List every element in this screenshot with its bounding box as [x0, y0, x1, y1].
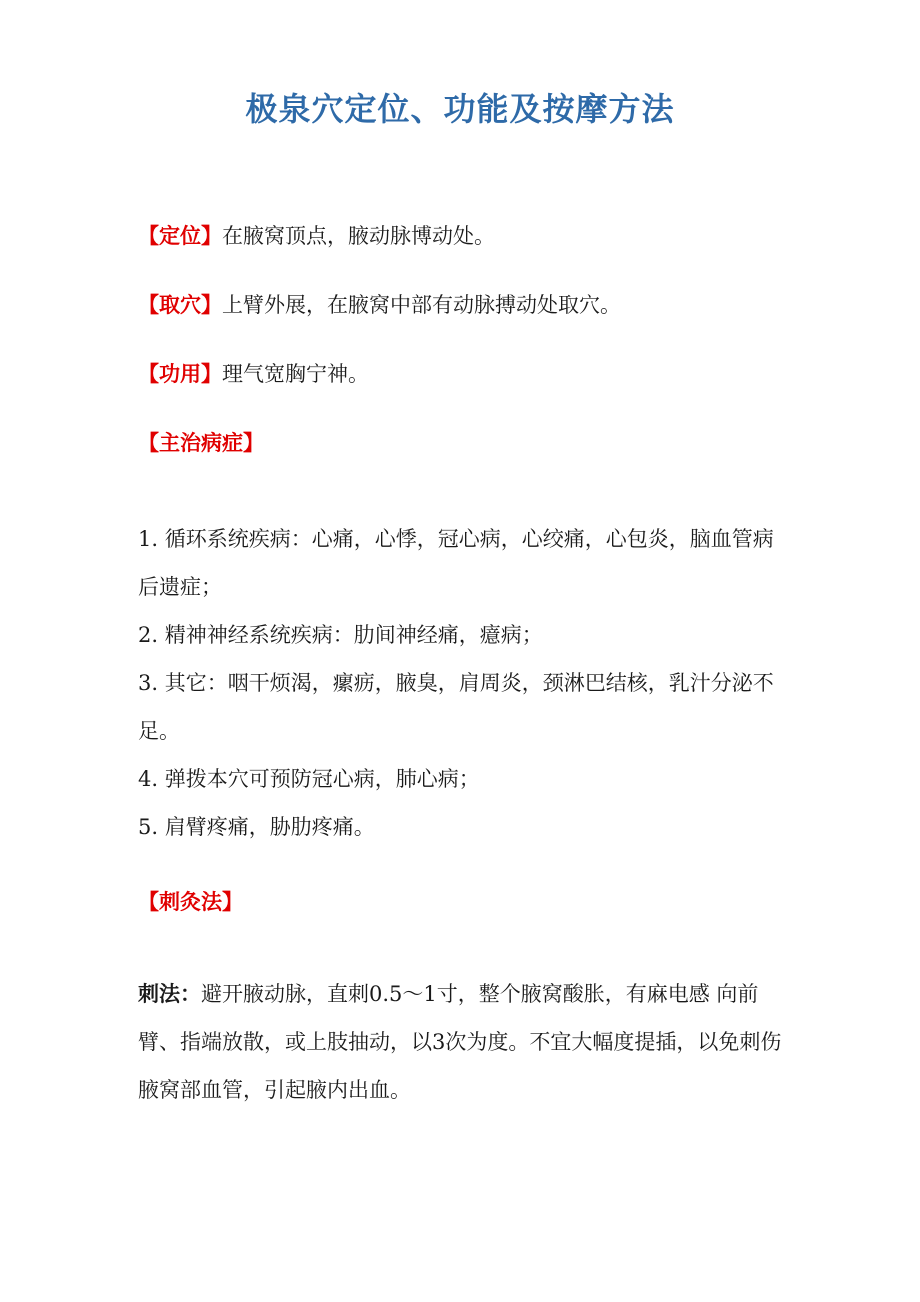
document-title: 极泉穴定位、功能及按摩方法: [245, 90, 675, 128]
list-item: 2. 精神神经系统疾病：肋间神经痛，癔病；: [138, 623, 543, 647]
indications-heading: 【主治病症】: [138, 430, 264, 455]
method-label: 刺法：: [138, 981, 201, 1006]
location-text: 在腋窝顶点，腋动脉博动处。: [222, 224, 495, 248]
function-line: [138, 358, 798, 388]
list-item: 1. 循环系统疾病：心痛，心悸，冠心病，心绞痛，心包炎，脑血管病后遗症；: [138, 527, 774, 599]
list-item: 4. 弹拨本穴可预防冠心病，肺心病；: [138, 767, 480, 791]
list-item: 3. 其它：咽干烦渴，瘰疬，腋臭，肩周炎，颈淋巴结核，乳汁分泌不足。: [138, 671, 774, 743]
method-paragraph: [138, 970, 788, 1114]
method-text: 避开腋动脉，直刺0.5～1寸，整个腋窝酸胀，有麻电感 向前臂、指端放散，或上肢抽动，以3次为度。不宜大幅度提插，以免刺伤腋窝部血管，引起腋内出血。: [138, 982, 782, 1102]
method-heading: 【刺灸法】: [138, 889, 243, 914]
indications-list: [138, 515, 788, 851]
acupoint-line: [138, 289, 798, 319]
function-text: 理气宽胸宁神。: [222, 362, 369, 386]
function-tag: 【功用】: [138, 361, 222, 386]
location-line: [138, 220, 798, 250]
acupoint-tag: 【取穴】: [138, 292, 222, 317]
acupoint-text: 上臂外展，在腋窝中部有动脉搏动处取穴。: [222, 293, 621, 317]
list-item: 5. 肩臂疼痛，胁肋疼痛。: [138, 815, 375, 839]
location-tag: 【定位】: [138, 223, 222, 248]
